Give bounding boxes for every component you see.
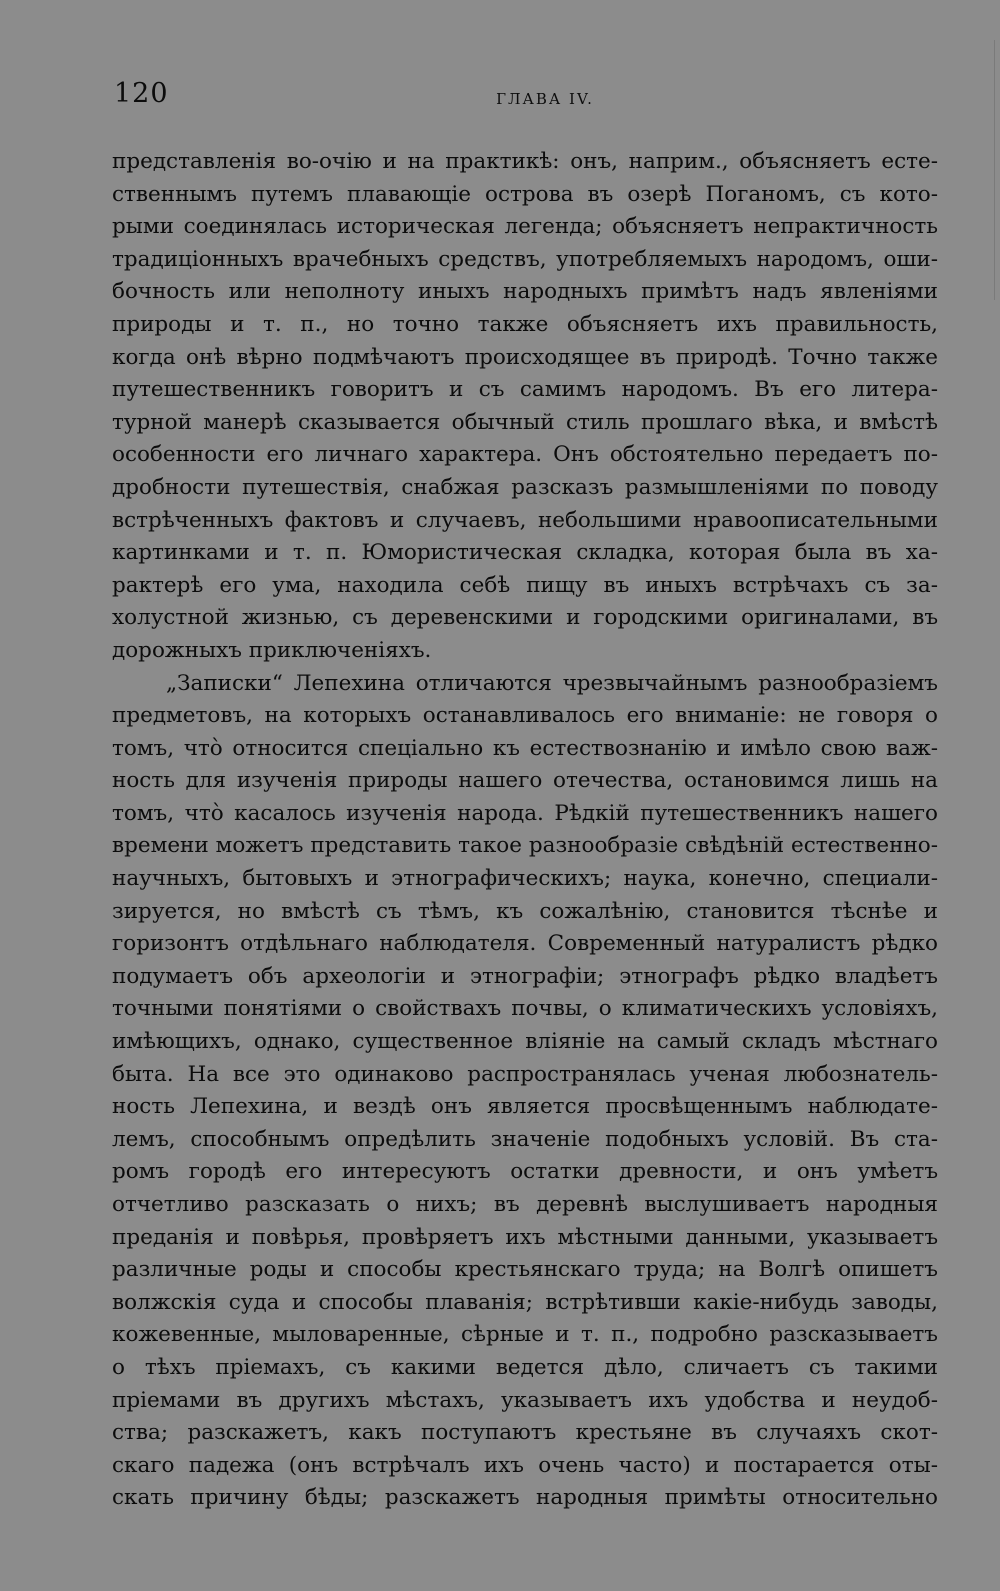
text-line: лемъ, способнымъ опредѣлить значеніе подобныхъ условій. Въ ста- — [112, 1126, 938, 1152]
book-page — [112, 78, 938, 1515]
text-line: холустной жизнью, съ деревенскими и городскими оригиналами, въ — [112, 605, 938, 631]
text-line: имѣющихъ, однако, существенное вліяніе на самый складъ мѣстнаго — [112, 1029, 938, 1055]
text-line: томъ, что̀ относится спеціально къ естествознанію и имѣло свою важ- — [112, 735, 938, 761]
text-line: кожевенные, мыловаренные, сѣрные и т. п., подробно разсказываетъ — [112, 1322, 938, 1348]
body-text — [112, 146, 938, 1515]
text-line: природы и т. п., но точно также объясняетъ ихъ правильность, — [112, 311, 938, 337]
text-line: горизонтъ отдѣльнаго наблюдателя. Современный натуралистъ рѣдко — [112, 931, 938, 957]
running-head: ГЛАВА IV. — [496, 90, 594, 108]
text-line: дробности путешествія, снабжая разсказъ размышленіями по поводу — [112, 474, 938, 500]
text-line: о тѣхъ пріемахъ, съ какими ведется дѣло, сличаетъ съ такими — [112, 1354, 938, 1380]
text-line: ность для изученія природы нашего отечества, остановимся лишь на — [112, 768, 938, 794]
text-line: встрѣченныхъ фактовъ и случаевъ, небольшими нравоописательными — [112, 507, 938, 533]
page-edge-line — [994, 40, 995, 300]
text-line: отчетливо разсказать о нихъ; въ деревнѣ выслушиваетъ народныя — [112, 1192, 938, 1217]
text-line: быта. На все это одинаково распространялась ученая любознатель- — [112, 1061, 938, 1087]
text-line: преданія и повѣрья, провѣряетъ ихъ мѣстными данными, указываетъ — [112, 1224, 938, 1250]
text-line: традиціонныхъ врачебныхъ средствъ, употребляемыхъ народомъ, оши- — [112, 246, 938, 272]
text-line: турной манерѣ сказывается обычный стиль прошлаго вѣка, и вмѣстѣ — [112, 409, 938, 435]
text-line: путешественникъ говоритъ и съ самимъ народомъ. Въ его литера- — [112, 377, 938, 403]
text-line: рактерѣ его ума, находила себѣ пищу въ иныхъ встрѣчахъ съ за- — [112, 572, 938, 598]
text-line: скаго падежа (онъ встрѣчалъ ихъ очень часто) и постарается оты- — [112, 1452, 938, 1478]
text-line: предметовъ, на которыхъ останавливалось его вниманіе: не говоря о — [112, 703, 938, 729]
text-line: ственнымъ путемъ плавающіе острова въ озерѣ Поганомъ, съ кото- — [112, 181, 938, 207]
text-line: томъ, что̀ касалось изученія народа. Рѣдкій путешественникъ нашего — [112, 800, 938, 826]
text-line: пріемами въ другихъ мѣстахъ, указываетъ ихъ удобства и неудоб- — [112, 1387, 938, 1413]
text-line: особенности его личнаго характера. Онъ обстоятельно передаетъ по- — [112, 442, 938, 468]
text-line: дорожныхъ приключеніяхъ. — [112, 637, 432, 663]
text-line: точными понятіями о свойствахъ почвы, о климатическихъ условіяхъ, — [112, 996, 938, 1022]
page-number: 120 — [114, 78, 169, 109]
text-line: зируется, но вмѣстѣ съ тѣмъ, къ сожалѣнію, становится тѣснѣе и — [112, 898, 938, 924]
text-line: различные роды и способы крестьянскаго труда; на Волгѣ опишетъ — [112, 1257, 938, 1283]
text-line: научныхъ, бытовыхъ и этнографическихъ; наука, конечно, специали- — [112, 866, 938, 892]
text-line: скать причину бѣды; разскажетъ народныя примѣты относительно — [112, 1485, 938, 1511]
text-line: ства; разскажетъ, какъ поступаютъ крестьяне въ случаяхъ скот- — [112, 1420, 938, 1446]
text-line: представленія во-очію и на практикѣ: онъ, наприм., объясняетъ есте- — [112, 149, 938, 174]
text-line: волжскія суда и способы плаванія; встрѣтивши какіе-нибудь заводы, — [112, 1289, 938, 1315]
text-line: „Записки“ Лепехина отличаются чрезвычайнымъ разнообразіемъ — [166, 670, 938, 696]
text-line: бочность или неполноту иныхъ народныхъ примѣтъ надъ явленіями — [112, 279, 938, 305]
text-line: рыми соединялась историческая легенда; объясняетъ непрактичность — [112, 214, 938, 240]
text-line: ромъ городѣ его интересуютъ остатки древности, и онъ умѣетъ — [112, 1159, 938, 1185]
page-header — [112, 78, 938, 130]
text-line: ность Лепехина, и вездѣ онъ является просвѣщеннымъ наблюдате- — [112, 1094, 938, 1120]
text-line: времени можетъ представить такое разнообразіе свѣдѣній естественно- — [112, 833, 938, 859]
text-line: подумаетъ объ археологіи и этнографіи; этнографъ рѣдко владѣетъ — [112, 963, 938, 989]
text-line: картинками и т. п. Юмористическая складка, которая была въ ха- — [112, 540, 938, 566]
text-line: когда онѣ вѣрно подмѣчаютъ происходящее въ природѣ. Точно также — [112, 344, 938, 370]
